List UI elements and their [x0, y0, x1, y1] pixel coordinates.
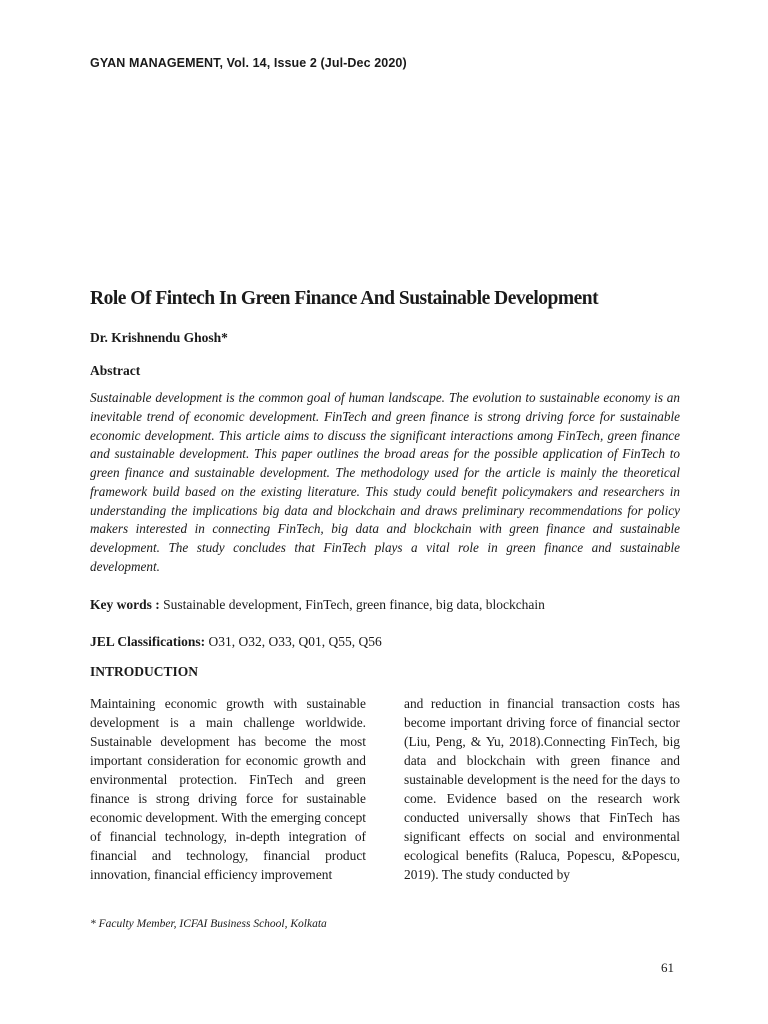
abstract-heading: Abstract: [90, 363, 141, 378]
abstract-text: Sustainable development is the common goal of human landscape. The evolution to sustainable economy is an inevitable trend of economic development. FinTech and green finance is strong driving force for sustainable economic development. This article aims to discuss the significant interactions among FinTech, green finance and sustainable development. This paper outlines the broad areas for the possible application of FinTech to green finance and sustainable development. The methodology used for the article is mainly the theoretical framework build based on the existing literature. This study could benefit policymakers and researchers in understanding the implications big data and blockchain and draws preliminary recommendations for policy makers interested in connecting FinTech, big data and blockchain with green finance and sustainable development. The study concludes that FinTech plays a vital role in green finance and sustainable development.: [90, 390, 680, 574]
introduction-column-left: Maintaining economic growth with sustainable development is a main challenge worldwide. Sustainable development has become the most important consideration for economic growth and environmental protection. FinTech and green finance is strong driving force for sustainable economic development. With the emerging concept of financial technology, in-depth integration of financial and technology, financial product innovation, financial efficiency improvement: [90, 696, 366, 882]
keywords-value: Sustainable development, FinTech, green finance, big data, blockchain: [159, 597, 545, 612]
page-number: 61: [661, 960, 674, 975]
jel-classifications-line: [90, 634, 680, 650]
journal-header: GYAN MANAGEMENT, Vol. 14, Issue 2 (Jul-Dec 2020): [90, 56, 407, 70]
paper-title: Role Of Fintech In Green Finance And Sustainable Development: [90, 288, 599, 309]
introduction-heading: INTRODUCTION: [90, 664, 199, 679]
author-footnote: * Faculty Member, ICFAI Business School, Kolkata: [90, 918, 327, 930]
author-name: Dr. Krishnendu Ghosh*: [90, 330, 228, 345]
keywords-label: Key words :: [90, 597, 160, 612]
jel-label: JEL Classifications:: [90, 634, 206, 649]
keywords-line: [90, 597, 680, 613]
jel-value: O31, O32, O33, Q01, Q55, Q56: [205, 634, 382, 649]
introduction-column-right: and reduction in financial transaction costs has become important driving force of financial sector (Liu, Peng, & Yu, 2018).Connecting FinTech, big data and blockchain with green finance and sustainable development is the need for the days to come. Evidence based on the research work conducted universally shows that FinTech has significant effects on social and environmental ecological benefits (Raluca, Popescu, &Popescu, 2019). The study conducted by: [404, 696, 680, 882]
